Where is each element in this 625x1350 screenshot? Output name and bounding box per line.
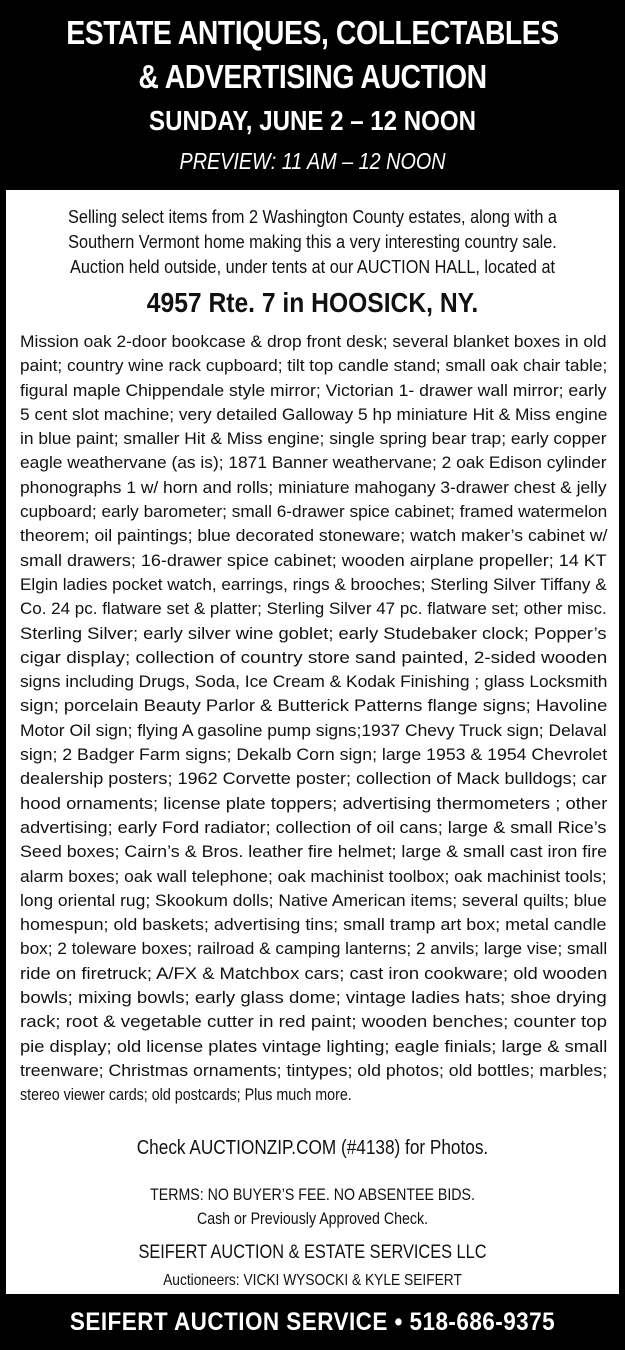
item-list-line: alarm boxes; oak wall telephone; oak machinist toolbox; oak machinist tools;: [20, 866, 607, 886]
intro-line: Southern Vermont home making this a very interesting country sale.: [68, 231, 557, 252]
headline-line-1: ESTATE ANTIQUES, COLLECTABLES: [66, 14, 559, 51]
item-list-line: in blue paint; smaller Hit & Miss engine; single spring bear trap; early copper: [20, 429, 607, 449]
item-list-line: figural maple Chippendale style mirror; Victorian 1- drawer wall mirror; early: [20, 380, 607, 400]
item-list-line: eagle weathervane (as is); 1871 Banner weathervane; 2 oak Edison cylinder: [20, 453, 607, 473]
item-list-line: advertising; early Ford radiator; collection of oil cans; large & small Rice’s: [20, 817, 607, 837]
item-list-line: sign; 2 Badger Farm signs; Dekalb Corn sign; large 1953 & 1954 Chevrolet: [20, 745, 608, 765]
item-list-line: theorem; oil paintings; blue decorated stoneware; watch maker’s cabinet w/: [20, 526, 608, 546]
header-banner: [0, 0, 625, 190]
preview-time: PREVIEW: 11 AM – 12 NOON: [179, 148, 446, 174]
intro-line: Auction held outside, under tents at our AUCTION HALL, located at: [69, 256, 556, 277]
item-list-line: Seed boxes; Cairn’s & Bros. leather fire helmet; large & small cast iron fire: [20, 842, 608, 862]
item-list-line: phonographs 1 w/ horn and rolls; miniature mahogany 3-drawer chest & jelly: [20, 477, 607, 497]
item-list-line: cigar display; collection of country store sand painted, 2-sided wooden: [20, 647, 608, 667]
item-list-line: cupboard; early barometer; small 6-drawer spice cabinet; framed watermelon: [20, 502, 608, 522]
item-list-line: Elgin ladies pocket watch, earrings, rings & brooches; Sterling Silver Tiffany &: [20, 574, 607, 594]
item-list-line: treenware; Christmas ornaments; tintypes; old photos; old bottles; marbles;: [20, 1060, 608, 1080]
ad-body: [0, 190, 625, 1294]
item-list-line: homespun; old baskets; advertising tins; small tramp art box; metal candle: [20, 915, 607, 935]
intro-line: Selling select items from 2 Washington County estates, along with a: [68, 206, 557, 227]
item-list-line: paint; country wine rack cupboard; tilt top candle stand; small oak chair table;: [20, 356, 608, 376]
item-list-line: 5 cent slot machine; very detailed Galloway 5 hp miniature Hit & Miss engine: [20, 404, 608, 424]
item-list-line: long oriental rug; Skookum dolls; Native American items; several quilts; blue: [20, 890, 607, 910]
terms-line-1: TERMS: NO BUYER’S FEE. NO ABSENTEE BIDS.: [150, 1186, 475, 1204]
item-list-line: bowls; mixing bowls; early glass dome; vintage ladies hats; shoe drying: [20, 988, 607, 1008]
item-list-line: rack; root & vegetable cutter in red paint; wooden benches; counter top: [20, 1012, 607, 1032]
intro-paragraph: [20, 204, 605, 279]
item-list-line: Co. 24 pc. flatware set & platter; Sterling Silver 47 pc. flatware set; other misc.: [20, 599, 607, 619]
item-list-line: ride on firetruck; A/FX & Matchbox cars; cast iron cookware; old wooden: [20, 963, 608, 983]
footer-contact: SEIFERT AUCTION SERVICE • 518-686-9375: [69, 1308, 556, 1336]
auctioneers-names: Auctioneers: VICKI WYSOCKI & KYLE SEIFERT: [163, 1272, 462, 1289]
headline-line-2: & ADVERTISING AUCTION: [138, 58, 487, 95]
item-list-line: box; 2 toleware boxes; railroad & camping lanterns; 2 anvils; large vise; small: [20, 939, 608, 959]
photos-link-text: Check AUCTIONZIP.COM (#4138) for Photos.: [136, 1137, 489, 1159]
item-list-line: Sterling Silver; early silver wine goblet; early Studebaker clock; Popper’s: [20, 623, 607, 643]
item-list-line: hood ornaments; license plate toppers; advertising thermometers ; other: [20, 793, 608, 813]
item-list-line: stereo viewer cards; old postcards; Plus much more.: [20, 1085, 352, 1105]
auction-date: SUNDAY, JUNE 2 – 12 NOON: [149, 105, 476, 136]
item-list: [20, 330, 607, 1108]
terms-line-2: Cash or Previously Approved Check.: [196, 1210, 429, 1228]
item-list-line: pie display; old license plates vintage lighting; eagle finials; large & small: [20, 1036, 608, 1056]
company-name: SEIFERT AUCTION & ESTATE SERVICES LLC: [138, 1242, 487, 1263]
item-list-line: small drawers; 16-drawer spice cabinet; wooden airplane propeller; 14 KT: [20, 550, 607, 570]
item-list-line: Motor Oil sign; flying A gasoline pump signs;1937 Chevy Truck sign; Delaval: [20, 720, 607, 740]
item-list-line: signs including Drugs, Soda, Ice Cream & Kodak Finishing ; glass Locksmith: [20, 672, 608, 692]
item-list-line: dealership posters; 1962 Corvette poster; collection of Mack bulldogs; car: [20, 769, 607, 789]
item-list-line: Mission oak 2-door bookcase & drop front desk; several blanket boxes in old: [20, 332, 607, 351]
footer-banner: [0, 1294, 625, 1350]
item-list-line: sign; porcelain Beauty Parlor & Butterick Patterns flange signs; Havoline: [20, 696, 608, 716]
auction-address: 4957 Rte. 7 in HOOSICK, NY.: [146, 287, 479, 318]
